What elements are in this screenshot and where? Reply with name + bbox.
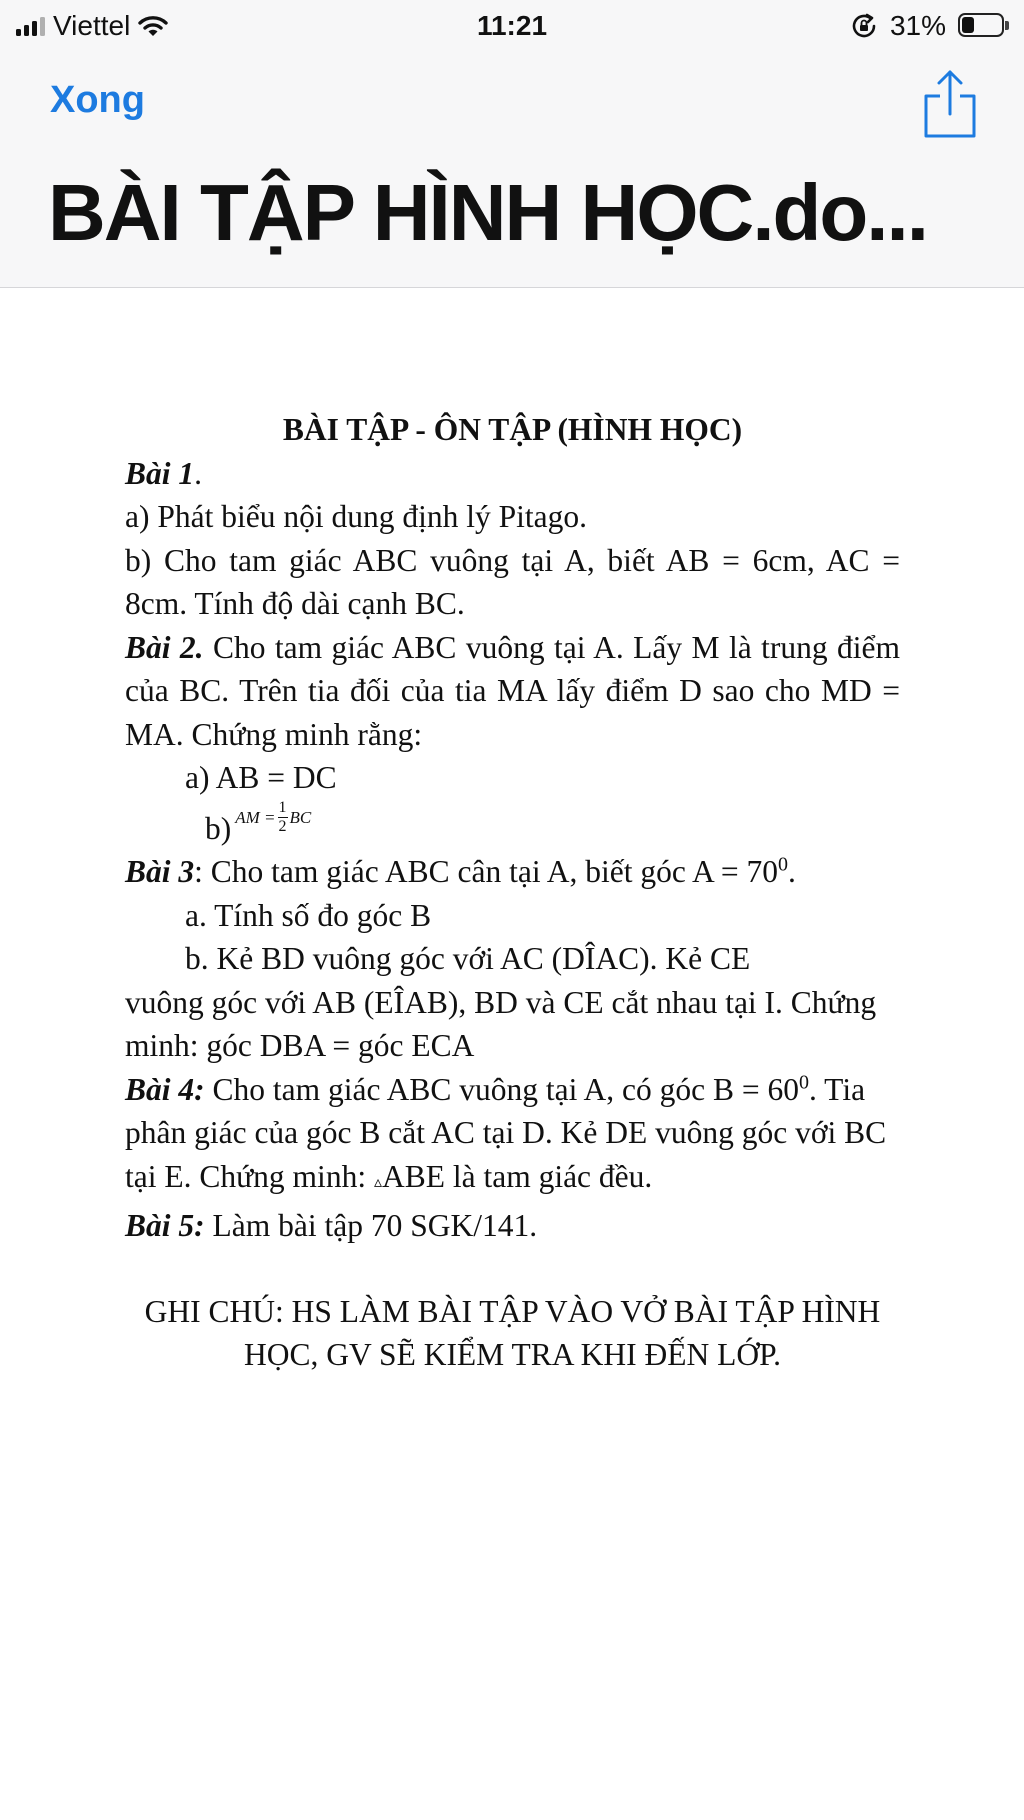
exercise-3-body: : Cho tam giác ABC cân tại A, biết góc A = 70 xyxy=(194,854,778,889)
document-page[interactable] xyxy=(0,288,1024,1820)
exercise-5-text xyxy=(125,1204,900,1248)
done-button[interactable]: Xong xyxy=(50,79,145,121)
quick-look-header xyxy=(0,52,1024,288)
exercise-1-part-b: b) Cho tam giác ABC vuông tại A, biết AB = 6cm, AC = 8cm. Tính độ dài cạnh BC. xyxy=(125,542,900,621)
exercise-2-label: Bài 2. xyxy=(125,629,204,665)
exercise-3-text xyxy=(125,850,900,894)
exercise-4-body-2: . Tia phân giác của góc B cắt AC tại D. Kẻ DE vuông góc với BC tại E. Chứng minh: xyxy=(125,1071,887,1194)
exercise-2-body: Cho tam giác ABC vuông tại A. Lấy M là trung điểm của BC. Trên tia đối của tia MA lấy điểm D sao cho MD = MA. Chứng minh rằng: xyxy=(125,629,900,752)
exercise-3-degree: 0 xyxy=(777,853,788,876)
exercise-3-body-end: . xyxy=(787,854,796,889)
exercise-2-part-b-prefix: b) xyxy=(205,810,232,846)
exercise-2-text xyxy=(125,626,900,757)
status-time: 11:21 xyxy=(476,10,548,41)
status-bar xyxy=(0,0,1024,52)
exercise-5-body: Làm bài tập 70 SGK/141. xyxy=(204,1208,538,1243)
document-title: BÀI TẬP HÌNH HỌC.do... xyxy=(48,168,927,257)
triangle-symbol: ▵ xyxy=(373,1173,382,1191)
formula-numerator: 1 xyxy=(278,798,287,816)
exercise-5-label: Bài 5: xyxy=(125,1208,205,1243)
exercise-4-text xyxy=(125,1068,900,1205)
formula-fraction xyxy=(278,800,288,835)
homework-note: GHI CHÚ: HS LÀM BÀI TẬP VÀO VỞ BÀI TẬP HÌNH HỌC, GV SẼ KIỂM TRA KHI ĐẾN LỚP. xyxy=(144,1293,881,1372)
exercise-3-part-b-first: b. Kẻ BD vuông góc với AC (DÎAC). Kẻ CE xyxy=(185,941,751,976)
exercise-3-part-b-rest: vuông góc với AB (EÎAB), BD và CE cắt nhau tại I. Chứng minh: góc DBA = góc ECA xyxy=(125,984,877,1063)
exercise-4-label: Bài 4: xyxy=(125,1071,205,1107)
exercise-3-label: Bài 3 xyxy=(125,854,195,889)
carrier-name: Viettel xyxy=(53,10,131,41)
exercise-1-label: Bài 1 xyxy=(125,455,195,491)
exercise-1-label-suffix: . xyxy=(194,455,203,491)
exercise-2-part-b xyxy=(125,800,900,851)
formula-right: BC xyxy=(289,807,312,827)
rotation-lock-icon xyxy=(850,12,878,40)
formula-am-half-bc xyxy=(235,800,311,835)
exercise-1-title xyxy=(125,452,900,496)
document-content xyxy=(125,408,900,1377)
exercise-4-body: Cho tam giác ABC vuông tại A, có góc B = 60 xyxy=(204,1071,799,1107)
exercise-4-degree: 0 xyxy=(799,1071,809,1093)
formula-denominator: 2 xyxy=(278,817,287,835)
exercise-2-part-a: a) AB = DC xyxy=(185,760,337,795)
exercise-1-part-a: a) Phát biểu nội dung định lý Pitago. xyxy=(125,499,587,534)
battery-percentage: 31% xyxy=(889,10,946,41)
document-heading: BÀI TẬP - ÔN TẬP (HÌNH HỌC) xyxy=(282,412,743,447)
exercise-3-part-a: a. Tính số đo góc B xyxy=(185,897,432,933)
battery-icon xyxy=(958,13,1010,39)
formula-left: AM = xyxy=(235,807,276,827)
share-icon[interactable] xyxy=(920,68,980,140)
exercise-4-body-3: ABE là tam giác đều. xyxy=(381,1158,653,1194)
status-right xyxy=(850,8,1010,44)
battery-fill xyxy=(962,17,974,33)
